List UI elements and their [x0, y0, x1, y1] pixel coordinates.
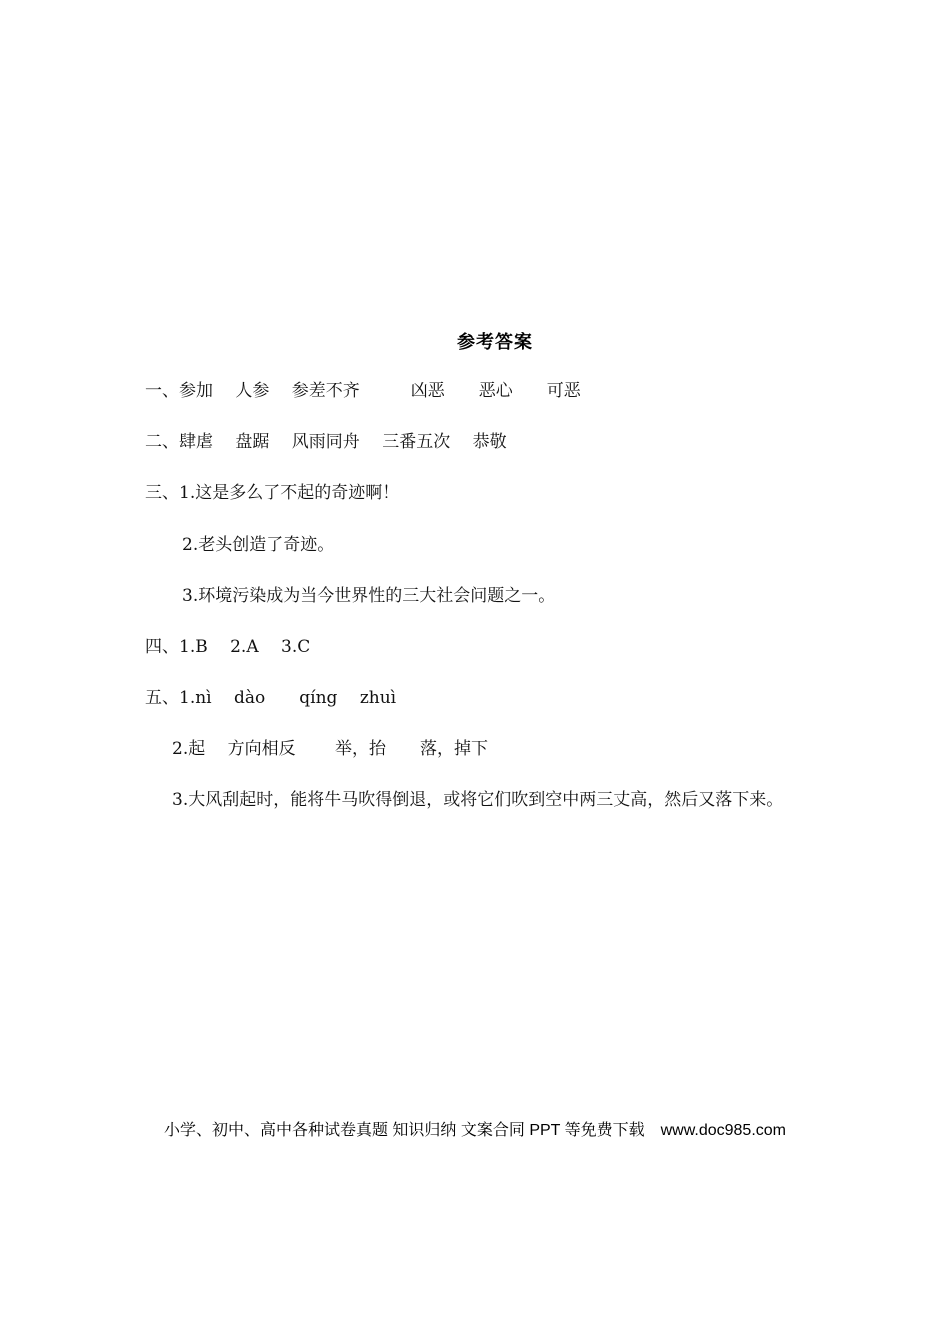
answer-section-two: 二、肆虐 盘踞 风雨同舟 三番五次 恭敬	[145, 432, 507, 452]
answer-section-four: 四、1.B 2.A 3.C	[145, 637, 311, 657]
footer-link-text: 小学、初中、高中各种试卷真题 知识归纳 文案合同 PPT 等免费下载 www.doc985.com	[163, 1122, 786, 1139]
answer-section-five-item-3: 3.大风刮起时，能将牛马吹得倒退，或将它们吹到空中两三丈高，然后又落下来。	[172, 790, 784, 810]
answer-section-five-item-1: 五、1.nì dào qíng zhuì	[145, 688, 397, 708]
answer-section-five-item-2: 2.起 方向相反 举，抬 落，掉下	[172, 739, 489, 759]
answer-section-three-item-1: 三、1.这是多么了不起的奇迹啊！	[145, 483, 400, 503]
answer-section-three-item-2: 2.老头创造了奇迹。	[182, 535, 335, 555]
page-title: 参考答案	[457, 332, 533, 353]
answer-section-three-item-3: 3.环境污染成为当今世界性的三大社会问题之一。	[182, 586, 556, 606]
answer-section-one: 一、参加 人参 参差不齐 凶恶 恶心 可恶	[145, 381, 581, 401]
